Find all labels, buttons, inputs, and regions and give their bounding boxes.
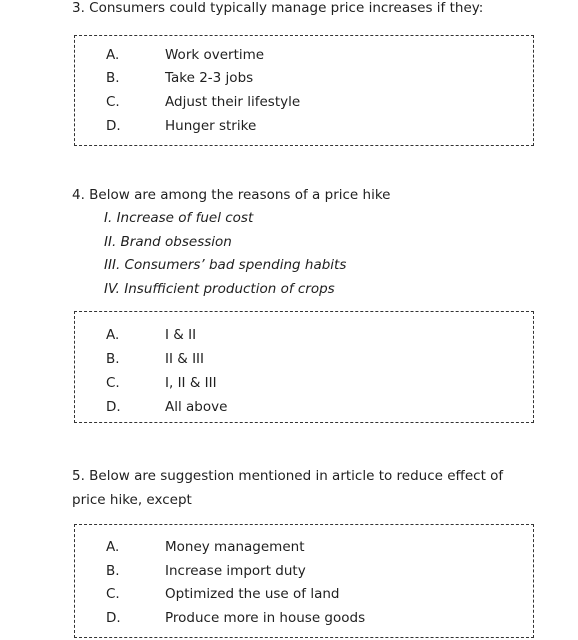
option-letter: C. [106,375,120,391]
option-letter: B. [106,563,120,579]
option-text: II & III [165,351,205,367]
option-letter: B. [106,351,120,367]
option-text: Produce more in house goods [165,610,366,626]
option-letter: A. [106,47,120,63]
question-4-statements [104,207,346,301]
option-text: All above [165,399,228,415]
question-4-options-box [74,311,534,423]
option-letter: D. [106,399,121,415]
option-text: Money management [165,539,305,555]
option-letter: A. [106,539,120,555]
option-text: Adjust their lifestyle [165,94,301,110]
statement-1: I. Increase of fuel cost [104,210,254,226]
option-letter: C. [106,94,120,110]
option-text: Take 2-3 jobs [165,70,254,86]
question-5-options-box [74,524,534,638]
question-4-stem: 4. Below are among the reasons of a price hike [72,187,391,203]
statement-2: II. Brand obsession [104,233,232,250]
option-letter: D. [106,610,121,626]
option-letter: C. [106,586,120,602]
option-text: Work overtime [165,47,265,63]
question-3-stem: 3. Consumers could typically manage price increases if they: [72,0,484,16]
option-text: Hunger strike [165,118,257,134]
option-letter: D. [106,118,121,134]
option-text: Optimized the use of land [165,586,340,602]
question-5-stem-line-2: price hike, except [72,492,192,508]
option-text: I & II [165,327,197,343]
option-text: Increase import duty [165,563,306,579]
question-3-options-box [74,35,534,146]
statement-3: III. Consumers’ bad spending habits [104,257,347,273]
option-text: I, II & III [165,375,217,391]
option-letter: A. [106,327,120,343]
option-letter: B. [106,70,120,86]
statement-4: IV. Insufficient production of crops [104,280,335,297]
question-5-stem-line-1: 5. Below are suggestion mentioned in article to reduce effect of [72,468,504,484]
